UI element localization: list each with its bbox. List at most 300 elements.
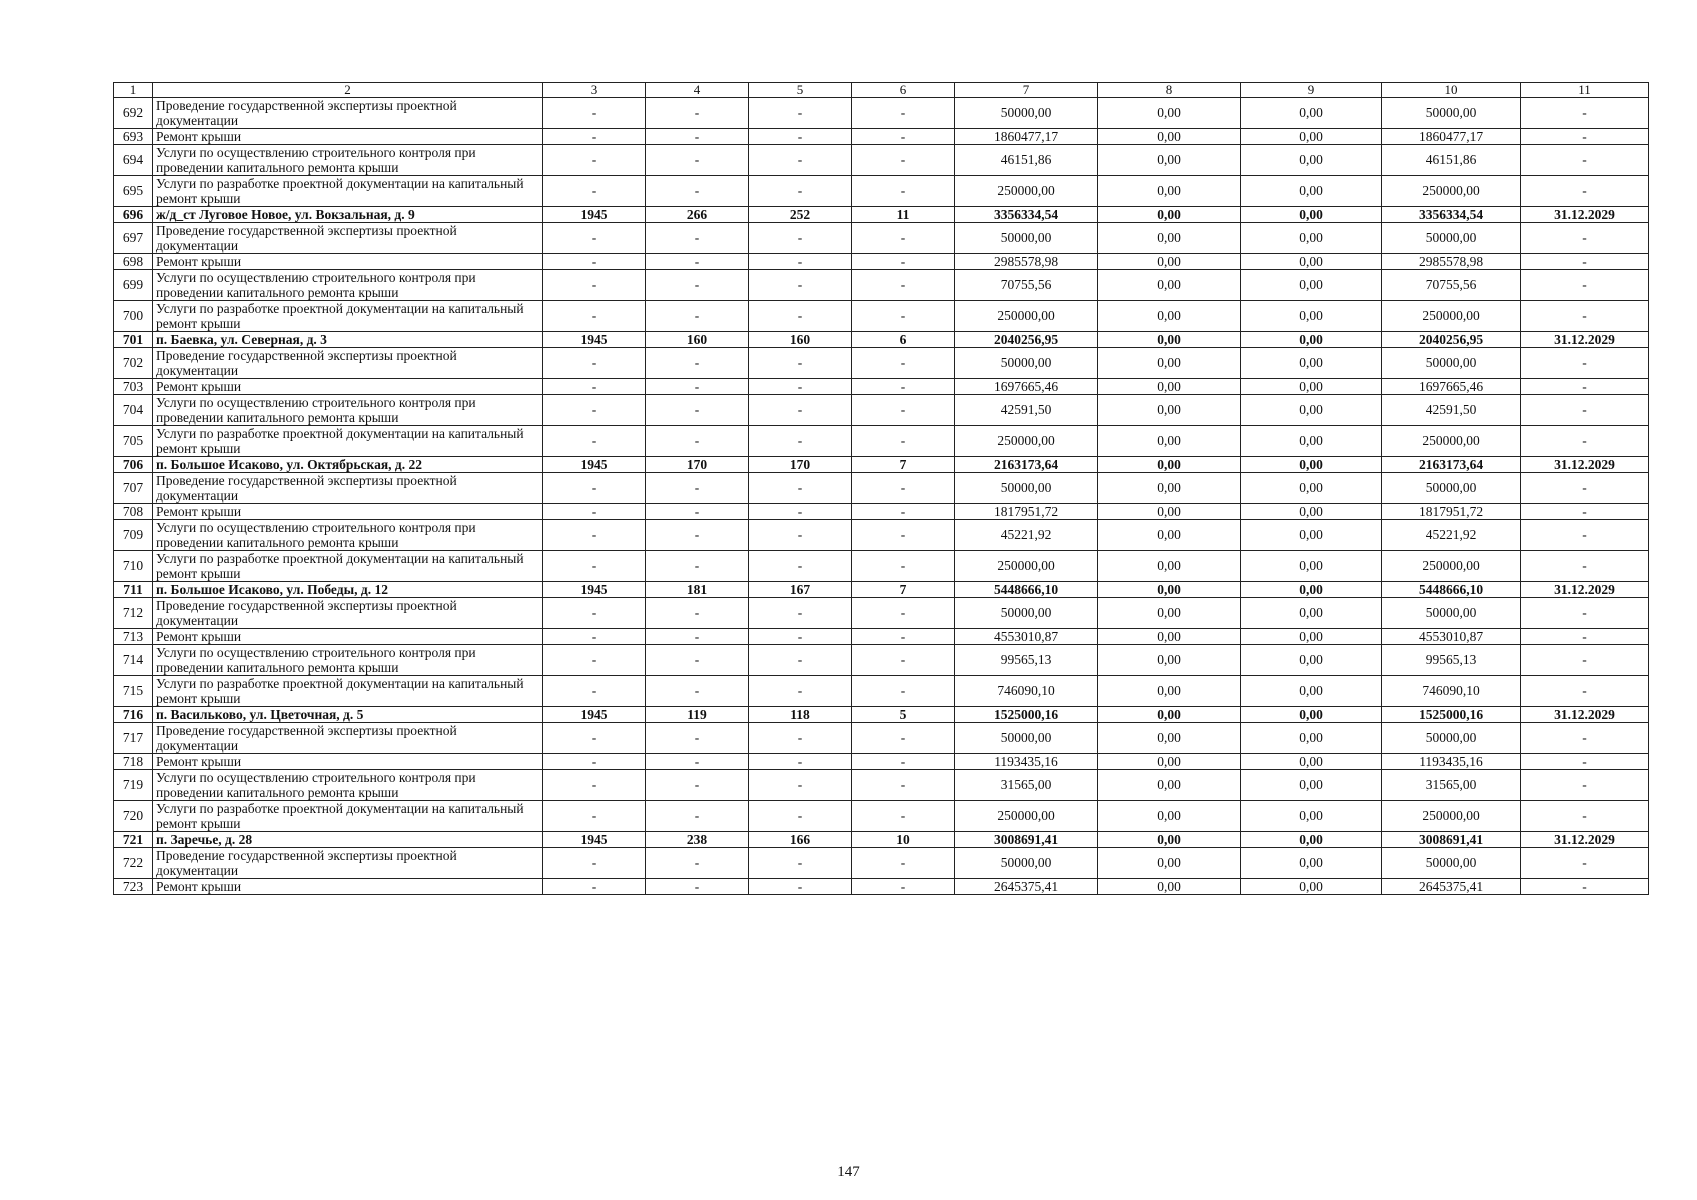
deadline-cell: - bbox=[1521, 145, 1649, 176]
work-name: Проведение государственной экспертизы проектной документации bbox=[153, 223, 543, 254]
living-area-cell: - bbox=[749, 254, 852, 270]
owners-cost-cell: 31565,00 bbox=[1382, 770, 1521, 801]
fund-cell: 0,00 bbox=[1098, 551, 1241, 582]
living-area-cell: - bbox=[749, 301, 852, 332]
area-cell: - bbox=[646, 98, 749, 129]
living-area-cell: - bbox=[749, 379, 852, 395]
table-row bbox=[114, 770, 1649, 801]
deadline-cell: - bbox=[1521, 254, 1649, 270]
deadline-cell: - bbox=[1521, 473, 1649, 504]
total-cost-cell: 50000,00 bbox=[955, 223, 1098, 254]
living-area-cell: - bbox=[749, 645, 852, 676]
residents-cell: - bbox=[852, 754, 955, 770]
residents-cell: - bbox=[852, 598, 955, 629]
owners-cost-cell: 2645375,41 bbox=[1382, 879, 1521, 895]
year-cell: 1945 bbox=[543, 207, 646, 223]
total-cost-cell: 1525000,16 bbox=[955, 707, 1098, 723]
area-cell: - bbox=[646, 629, 749, 645]
residents-cell: - bbox=[852, 551, 955, 582]
year-cell: 1945 bbox=[543, 457, 646, 473]
column-header: 8 bbox=[1098, 83, 1241, 98]
deadline-cell: - bbox=[1521, 129, 1649, 145]
residents-cell: - bbox=[852, 348, 955, 379]
total-cost-cell: 250000,00 bbox=[955, 176, 1098, 207]
year-cell: - bbox=[543, 520, 646, 551]
deadline-cell: - bbox=[1521, 629, 1649, 645]
table-row bbox=[114, 520, 1649, 551]
owners-cost-cell: 46151,86 bbox=[1382, 145, 1521, 176]
fund-cell: 0,00 bbox=[1098, 145, 1241, 176]
column-header: 3 bbox=[543, 83, 646, 98]
residents-cell: - bbox=[852, 879, 955, 895]
work-name: п. Заречье, д. 28 bbox=[153, 832, 543, 848]
owners-cost-cell: 50000,00 bbox=[1382, 348, 1521, 379]
column-header: 9 bbox=[1241, 83, 1382, 98]
living-area-cell: - bbox=[749, 426, 852, 457]
total-cost-cell: 3008691,41 bbox=[955, 832, 1098, 848]
work-name: Проведение государственной экспертизы проектной документации bbox=[153, 348, 543, 379]
year-cell: - bbox=[543, 270, 646, 301]
deadline-cell: 31.12.2029 bbox=[1521, 832, 1649, 848]
owners-cost-cell: 250000,00 bbox=[1382, 426, 1521, 457]
budget-cell: 0,00 bbox=[1241, 98, 1382, 129]
residents-cell: - bbox=[852, 129, 955, 145]
owners-cost-cell: 2040256,95 bbox=[1382, 332, 1521, 348]
budget-cell: 0,00 bbox=[1241, 676, 1382, 707]
fund-cell: 0,00 bbox=[1098, 707, 1241, 723]
owners-cost-cell: 50000,00 bbox=[1382, 848, 1521, 879]
total-cost-cell: 42591,50 bbox=[955, 395, 1098, 426]
row-number: 718 bbox=[114, 754, 153, 770]
row-number: 702 bbox=[114, 348, 153, 379]
row-number: 698 bbox=[114, 254, 153, 270]
budget-cell: 0,00 bbox=[1241, 348, 1382, 379]
table-row bbox=[114, 598, 1649, 629]
row-number: 701 bbox=[114, 332, 153, 348]
area-cell: - bbox=[646, 145, 749, 176]
residents-cell: - bbox=[852, 504, 955, 520]
residents-cell: - bbox=[852, 395, 955, 426]
year-cell: 1945 bbox=[543, 582, 646, 598]
area-cell: - bbox=[646, 473, 749, 504]
living-area-cell: - bbox=[749, 395, 852, 426]
year-cell: 1945 bbox=[543, 707, 646, 723]
budget-cell: 0,00 bbox=[1241, 723, 1382, 754]
area-cell: - bbox=[646, 723, 749, 754]
table-row bbox=[114, 504, 1649, 520]
work-name: Проведение государственной экспертизы проектной документации bbox=[153, 598, 543, 629]
fund-cell: 0,00 bbox=[1098, 504, 1241, 520]
area-cell: - bbox=[646, 676, 749, 707]
row-number: 711 bbox=[114, 582, 153, 598]
year-cell: - bbox=[543, 145, 646, 176]
column-header: 7 bbox=[955, 83, 1098, 98]
budget-cell: 0,00 bbox=[1241, 848, 1382, 879]
deadline-cell: - bbox=[1521, 598, 1649, 629]
area-cell: 238 bbox=[646, 832, 749, 848]
address-row bbox=[114, 582, 1649, 598]
owners-cost-cell: 3008691,41 bbox=[1382, 832, 1521, 848]
work-name: п. Большое Исаково, ул. Победы, д. 12 bbox=[153, 582, 543, 598]
residents-cell: - bbox=[852, 379, 955, 395]
page-number: 147 bbox=[837, 1164, 860, 1180]
area-cell: - bbox=[646, 770, 749, 801]
table-row bbox=[114, 754, 1649, 770]
row-number: 712 bbox=[114, 598, 153, 629]
owners-cost-cell: 1193435,16 bbox=[1382, 754, 1521, 770]
area-cell: - bbox=[646, 645, 749, 676]
year-cell: - bbox=[543, 301, 646, 332]
fund-cell: 0,00 bbox=[1098, 348, 1241, 379]
row-number: 697 bbox=[114, 223, 153, 254]
owners-cost-cell: 2163173,64 bbox=[1382, 457, 1521, 473]
fund-cell: 0,00 bbox=[1098, 379, 1241, 395]
fund-cell: 0,00 bbox=[1098, 770, 1241, 801]
budget-cell: 0,00 bbox=[1241, 770, 1382, 801]
row-number: 710 bbox=[114, 551, 153, 582]
table-row bbox=[114, 676, 1649, 707]
row-number: 715 bbox=[114, 676, 153, 707]
work-name: Услуги по разработке проектной документации на капитальный ремонт крыши bbox=[153, 301, 543, 332]
residents-cell: 10 bbox=[852, 832, 955, 848]
total-cost-cell: 1697665,46 bbox=[955, 379, 1098, 395]
residents-cell: - bbox=[852, 223, 955, 254]
table-row bbox=[114, 98, 1649, 129]
area-cell: - bbox=[646, 223, 749, 254]
work-name: п. Васильково, ул. Цветочная, д. 5 bbox=[153, 707, 543, 723]
budget-cell: 0,00 bbox=[1241, 426, 1382, 457]
budget-cell: 0,00 bbox=[1241, 379, 1382, 395]
owners-cost-cell: 45221,92 bbox=[1382, 520, 1521, 551]
column-header: 10 bbox=[1382, 83, 1521, 98]
residents-cell: - bbox=[852, 426, 955, 457]
budget-cell: 0,00 bbox=[1241, 129, 1382, 145]
address-row bbox=[114, 707, 1649, 723]
area-cell: 266 bbox=[646, 207, 749, 223]
budget-cell: 0,00 bbox=[1241, 473, 1382, 504]
area-cell: - bbox=[646, 301, 749, 332]
row-number: 722 bbox=[114, 848, 153, 879]
work-name: Проведение государственной экспертизы проектной документации bbox=[153, 848, 543, 879]
fund-cell: 0,00 bbox=[1098, 582, 1241, 598]
work-name: Ремонт крыши bbox=[153, 254, 543, 270]
total-cost-cell: 70755,56 bbox=[955, 270, 1098, 301]
deadline-cell: - bbox=[1521, 348, 1649, 379]
deadline-cell: - bbox=[1521, 645, 1649, 676]
residents-cell: - bbox=[852, 723, 955, 754]
row-number: 707 bbox=[114, 473, 153, 504]
work-name: Ремонт крыши bbox=[153, 504, 543, 520]
fund-cell: 0,00 bbox=[1098, 629, 1241, 645]
budget-cell: 0,00 bbox=[1241, 176, 1382, 207]
budget-cell: 0,00 bbox=[1241, 223, 1382, 254]
total-cost-cell: 50000,00 bbox=[955, 723, 1098, 754]
residents-cell: - bbox=[852, 473, 955, 504]
living-area-cell: - bbox=[749, 676, 852, 707]
total-cost-cell: 2040256,95 bbox=[955, 332, 1098, 348]
residents-cell: - bbox=[852, 270, 955, 301]
area-cell: - bbox=[646, 801, 749, 832]
table-row bbox=[114, 176, 1649, 207]
owners-cost-cell: 70755,56 bbox=[1382, 270, 1521, 301]
living-area-cell: - bbox=[749, 223, 852, 254]
deadline-cell: - bbox=[1521, 551, 1649, 582]
total-cost-cell: 1860477,17 bbox=[955, 129, 1098, 145]
fund-cell: 0,00 bbox=[1098, 254, 1241, 270]
table-row bbox=[114, 301, 1649, 332]
total-cost-cell: 3356334,54 bbox=[955, 207, 1098, 223]
year-cell: 1945 bbox=[543, 332, 646, 348]
column-numbers-row bbox=[114, 83, 1649, 98]
residents-cell: - bbox=[852, 676, 955, 707]
area-cell: - bbox=[646, 270, 749, 301]
address-row bbox=[114, 332, 1649, 348]
work-name: п. Большое Исаково, ул. Октябрьская, д. 22 bbox=[153, 457, 543, 473]
living-area-cell: 166 bbox=[749, 832, 852, 848]
work-name: ж/д_ст Луговое Новое, ул. Вокзальная, д. 9 bbox=[153, 207, 543, 223]
area-cell: - bbox=[646, 348, 749, 379]
column-header: 5 bbox=[749, 83, 852, 98]
total-cost-cell: 50000,00 bbox=[955, 348, 1098, 379]
year-cell: - bbox=[543, 254, 646, 270]
living-area-cell: - bbox=[749, 270, 852, 301]
row-number: 695 bbox=[114, 176, 153, 207]
year-cell: - bbox=[543, 426, 646, 457]
fund-cell: 0,00 bbox=[1098, 473, 1241, 504]
fund-cell: 0,00 bbox=[1098, 395, 1241, 426]
table-row bbox=[114, 473, 1649, 504]
owners-cost-cell: 250000,00 bbox=[1382, 801, 1521, 832]
work-name: Ремонт крыши bbox=[153, 129, 543, 145]
living-area-cell: - bbox=[749, 98, 852, 129]
year-cell: - bbox=[543, 770, 646, 801]
living-area-cell: - bbox=[749, 879, 852, 895]
area-cell: - bbox=[646, 551, 749, 582]
work-name: Ремонт крыши bbox=[153, 754, 543, 770]
living-area-cell: 167 bbox=[749, 582, 852, 598]
table-row bbox=[114, 645, 1649, 676]
deadline-cell: - bbox=[1521, 176, 1649, 207]
deadline-cell: - bbox=[1521, 770, 1649, 801]
fund-cell: 0,00 bbox=[1098, 129, 1241, 145]
fund-cell: 0,00 bbox=[1098, 801, 1241, 832]
fund-cell: 0,00 bbox=[1098, 207, 1241, 223]
row-number: 700 bbox=[114, 301, 153, 332]
fund-cell: 0,00 bbox=[1098, 98, 1241, 129]
budget-cell: 0,00 bbox=[1241, 801, 1382, 832]
budget-cell: 0,00 bbox=[1241, 582, 1382, 598]
year-cell: - bbox=[543, 645, 646, 676]
table-row bbox=[114, 801, 1649, 832]
total-cost-cell: 2163173,64 bbox=[955, 457, 1098, 473]
living-area-cell: - bbox=[749, 145, 852, 176]
area-cell: - bbox=[646, 504, 749, 520]
year-cell: - bbox=[543, 629, 646, 645]
column-header: 6 bbox=[852, 83, 955, 98]
area-cell: - bbox=[646, 848, 749, 879]
owners-cost-cell: 50000,00 bbox=[1382, 473, 1521, 504]
living-area-cell: - bbox=[749, 176, 852, 207]
total-cost-cell: 250000,00 bbox=[955, 301, 1098, 332]
budget-cell: 0,00 bbox=[1241, 832, 1382, 848]
table-row bbox=[114, 145, 1649, 176]
residents-cell: - bbox=[852, 145, 955, 176]
table-row bbox=[114, 848, 1649, 879]
year-cell: - bbox=[543, 504, 646, 520]
work-name: Проведение государственной экспертизы проектной документации bbox=[153, 473, 543, 504]
year-cell: - bbox=[543, 129, 646, 145]
deadline-cell: 31.12.2029 bbox=[1521, 457, 1649, 473]
owners-cost-cell: 50000,00 bbox=[1382, 98, 1521, 129]
row-number: 703 bbox=[114, 379, 153, 395]
residents-cell: - bbox=[852, 770, 955, 801]
total-cost-cell: 250000,00 bbox=[955, 801, 1098, 832]
row-number: 709 bbox=[114, 520, 153, 551]
row-number: 708 bbox=[114, 504, 153, 520]
fund-cell: 0,00 bbox=[1098, 832, 1241, 848]
living-area-cell: - bbox=[749, 598, 852, 629]
owners-cost-cell: 250000,00 bbox=[1382, 301, 1521, 332]
owners-cost-cell: 250000,00 bbox=[1382, 551, 1521, 582]
living-area-cell: 252 bbox=[749, 207, 852, 223]
total-cost-cell: 99565,13 bbox=[955, 645, 1098, 676]
table-body bbox=[114, 83, 1649, 895]
area-cell: - bbox=[646, 395, 749, 426]
living-area-cell: - bbox=[749, 754, 852, 770]
area-cell: - bbox=[646, 254, 749, 270]
year-cell: - bbox=[543, 98, 646, 129]
deadline-cell: - bbox=[1521, 504, 1649, 520]
year-cell: - bbox=[543, 848, 646, 879]
table-row bbox=[114, 348, 1649, 379]
capital-repair-table bbox=[113, 82, 1649, 895]
work-name: Услуги по осуществлению строительного контроля при проведении капитального ремонта крыши bbox=[153, 520, 543, 551]
owners-cost-cell: 3356334,54 bbox=[1382, 207, 1521, 223]
living-area-cell: - bbox=[749, 473, 852, 504]
address-row bbox=[114, 832, 1649, 848]
table-row bbox=[114, 395, 1649, 426]
column-header: 1 bbox=[114, 83, 153, 98]
work-name: п. Баевка, ул. Северная, д. 3 bbox=[153, 332, 543, 348]
fund-cell: 0,00 bbox=[1098, 723, 1241, 754]
total-cost-cell: 4553010,87 bbox=[955, 629, 1098, 645]
deadline-cell: - bbox=[1521, 223, 1649, 254]
budget-cell: 0,00 bbox=[1241, 879, 1382, 895]
work-name: Услуги по разработке проектной документации на капитальный ремонт крыши bbox=[153, 426, 543, 457]
total-cost-cell: 50000,00 bbox=[955, 598, 1098, 629]
budget-cell: 0,00 bbox=[1241, 270, 1382, 301]
residents-cell: - bbox=[852, 176, 955, 207]
year-cell: - bbox=[543, 676, 646, 707]
budget-cell: 0,00 bbox=[1241, 504, 1382, 520]
total-cost-cell: 1193435,16 bbox=[955, 754, 1098, 770]
living-area-cell: 118 bbox=[749, 707, 852, 723]
total-cost-cell: 45221,92 bbox=[955, 520, 1098, 551]
column-header: 2 bbox=[153, 83, 543, 98]
owners-cost-cell: 99565,13 bbox=[1382, 645, 1521, 676]
fund-cell: 0,00 bbox=[1098, 879, 1241, 895]
total-cost-cell: 5448666,10 bbox=[955, 582, 1098, 598]
fund-cell: 0,00 bbox=[1098, 223, 1241, 254]
residents-cell: - bbox=[852, 645, 955, 676]
owners-cost-cell: 50000,00 bbox=[1382, 723, 1521, 754]
row-number: 705 bbox=[114, 426, 153, 457]
table-row bbox=[114, 879, 1649, 895]
work-name: Ремонт крыши bbox=[153, 629, 543, 645]
row-number: 693 bbox=[114, 129, 153, 145]
residents-cell: 7 bbox=[852, 457, 955, 473]
table-row bbox=[114, 723, 1649, 754]
column-header: 11 bbox=[1521, 83, 1649, 98]
deadline-cell: - bbox=[1521, 426, 1649, 457]
budget-cell: 0,00 bbox=[1241, 395, 1382, 426]
table-row bbox=[114, 129, 1649, 145]
living-area-cell: - bbox=[749, 504, 852, 520]
work-name: Проведение государственной экспертизы проектной документации bbox=[153, 98, 543, 129]
budget-cell: 0,00 bbox=[1241, 332, 1382, 348]
living-area-cell: - bbox=[749, 848, 852, 879]
owners-cost-cell: 2985578,98 bbox=[1382, 254, 1521, 270]
fund-cell: 0,00 bbox=[1098, 645, 1241, 676]
row-number: 714 bbox=[114, 645, 153, 676]
work-name: Проведение государственной экспертизы проектной документации bbox=[153, 723, 543, 754]
address-row bbox=[114, 207, 1649, 223]
owners-cost-cell: 1697665,46 bbox=[1382, 379, 1521, 395]
year-cell: - bbox=[543, 723, 646, 754]
residents-cell: 5 bbox=[852, 707, 955, 723]
work-name: Услуги по осуществлению строительного контроля при проведении капитального ремонта крыши bbox=[153, 270, 543, 301]
work-name: Услуги по разработке проектной документации на капитальный ремонт крыши bbox=[153, 676, 543, 707]
year-cell: - bbox=[543, 395, 646, 426]
work-name: Услуги по разработке проектной документации на капитальный ремонт крыши bbox=[153, 801, 543, 832]
owners-cost-cell: 4553010,87 bbox=[1382, 629, 1521, 645]
work-name: Услуги по осуществлению строительного контроля при проведении капитального ремонта крыши bbox=[153, 645, 543, 676]
deadline-cell: - bbox=[1521, 520, 1649, 551]
row-number: 699 bbox=[114, 270, 153, 301]
budget-cell: 0,00 bbox=[1241, 551, 1382, 582]
year-cell: - bbox=[543, 348, 646, 379]
row-number: 716 bbox=[114, 707, 153, 723]
owners-cost-cell: 5448666,10 bbox=[1382, 582, 1521, 598]
table-row bbox=[114, 379, 1649, 395]
total-cost-cell: 31565,00 bbox=[955, 770, 1098, 801]
residents-cell: 6 bbox=[852, 332, 955, 348]
living-area-cell: - bbox=[749, 770, 852, 801]
year-cell: - bbox=[543, 598, 646, 629]
living-area-cell: - bbox=[749, 801, 852, 832]
budget-cell: 0,00 bbox=[1241, 707, 1382, 723]
total-cost-cell: 46151,86 bbox=[955, 145, 1098, 176]
fund-cell: 0,00 bbox=[1098, 270, 1241, 301]
area-cell: - bbox=[646, 754, 749, 770]
deadline-cell: - bbox=[1521, 801, 1649, 832]
living-area-cell: 170 bbox=[749, 457, 852, 473]
area-cell: 160 bbox=[646, 332, 749, 348]
living-area-cell: - bbox=[749, 129, 852, 145]
budget-cell: 0,00 bbox=[1241, 301, 1382, 332]
area-cell: 119 bbox=[646, 707, 749, 723]
work-name: Ремонт крыши bbox=[153, 879, 543, 895]
year-cell: - bbox=[543, 879, 646, 895]
row-number: 723 bbox=[114, 879, 153, 895]
year-cell: 1945 bbox=[543, 832, 646, 848]
area-cell: 170 bbox=[646, 457, 749, 473]
budget-cell: 0,00 bbox=[1241, 520, 1382, 551]
work-name: Услуги по разработке проектной документации на капитальный ремонт крыши bbox=[153, 551, 543, 582]
deadline-cell: - bbox=[1521, 98, 1649, 129]
fund-cell: 0,00 bbox=[1098, 598, 1241, 629]
total-cost-cell: 250000,00 bbox=[955, 551, 1098, 582]
